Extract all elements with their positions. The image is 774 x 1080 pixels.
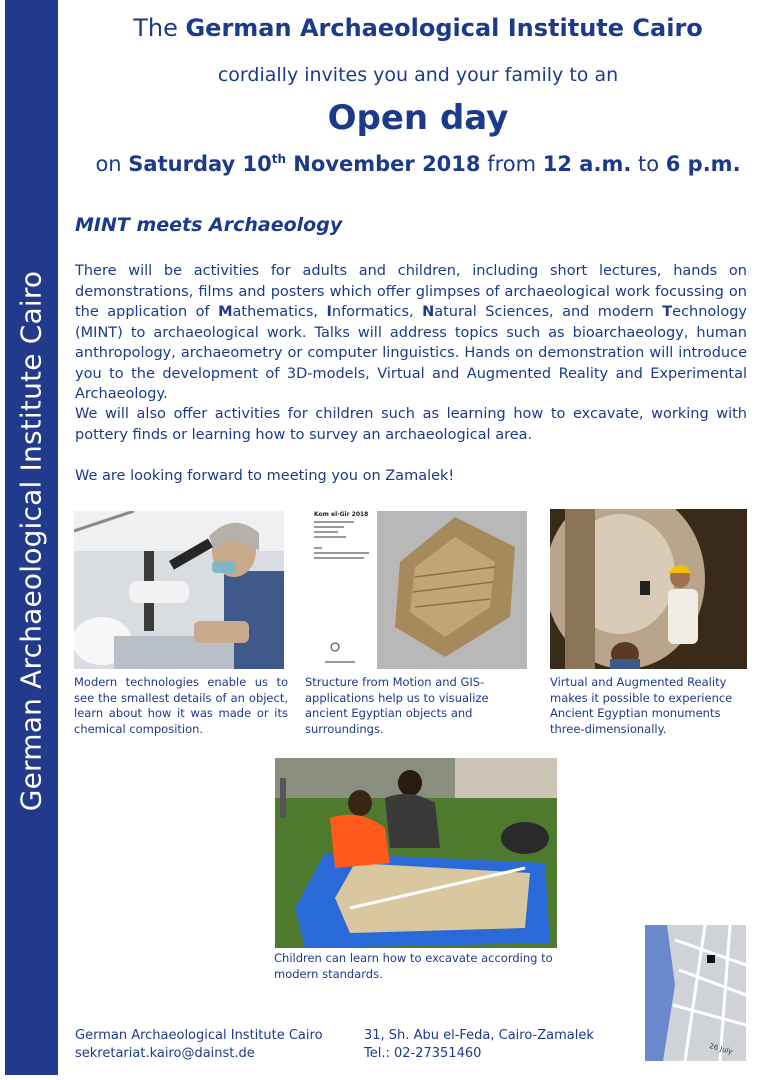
heading-invitation: cordially invites you and your family to an [217,64,619,86]
footer-org: German Archaeological Institute Cairo [75,1028,323,1043]
sidebar-institute-name: German Archaeological Institute Cairo [14,270,48,812]
microscope-photo [74,511,284,669]
footer-telephone: Tel.: 02-27351460 [364,1046,482,1061]
sfm-document-image [305,507,529,671]
footer-email[interactable]: sekretariat.kairo@dainst.de [75,1046,255,1061]
intro-paragraph: There will be activities for adults and children, including short lectures, hands on demonstrations, films and posters which offer glimpses of archaeological work focussing on the application of Mathematics, Informatics, Natural Sciences, and modern Technology (MINT) to archaeological work. Talks will address topics such as bioarchaeology, human anthropology, archaeometry or computer linguistics. Hands on demonstration will introduce you to the development of 3D-models, Virtual and Augmented Reality and Experimental Archaeology. [75,263,747,402]
figure-2-caption: Structure from Motion and GIS-applications help us to visualize ancient Egyptian objects and surroundings. [305,675,489,736]
page-title: Open day [327,98,509,138]
event-date: on Saturday 10th November 2018 from 12 a.m. to 6 p.m. [95,152,741,176]
footer-address-block [364,1027,594,1063]
closing-paragraph: We are looking forward to meeting you on Zamalek! [75,468,455,484]
excavation-photo [275,758,557,948]
figure-1-caption: Modern technologies enable us to see the smallest details of an object, learn about how it was made or its chemical composition. [74,675,288,736]
document-title: Kom el-Gir 2018 [314,511,369,518]
tomb-photo [550,509,747,669]
children-paragraph: We will also offer activities for children such as learning how to excavate, working with pottery finds or learning how to survey an archaeological area. [75,406,747,443]
footer-contact [75,1027,323,1063]
section-subtitle: MINT meets Archaeology [75,214,343,236]
location-map [645,925,746,1061]
map-street-label: 26 July [708,1042,734,1056]
figure-4-caption: Children can learn how to excavate according to modern standards. [274,951,553,981]
heading-institute: The German Archaeological Institute Cairo [133,14,703,42]
footer-address: 31, Sh. Abu el-Feda, Cairo-Zamalek [364,1028,594,1043]
figure-3-caption: Virtual and Augmented Reality makes it possible to experience Ancient Egyptian monuments three-dimensionally. [550,675,733,736]
